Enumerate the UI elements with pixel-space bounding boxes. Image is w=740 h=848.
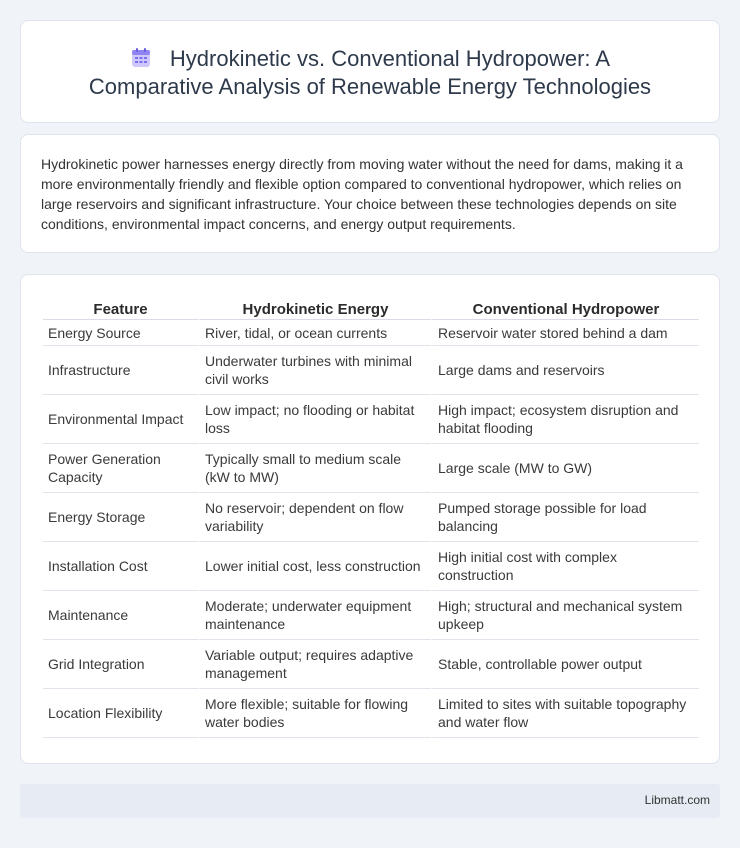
hydrokinetic-cell: More flexible; suitable for flowing water bodies [198,689,431,738]
feature-cell: Power Generation Capacity [43,444,198,493]
feature-cell: Location Flexibility [43,689,198,738]
footer-site-link[interactable]: Libmatt.com [644,793,710,807]
conventional-cell: High; structural and mechanical system upkeep [431,591,699,640]
feature-cell: Environmental Impact [43,395,198,444]
feature-cell: Energy Storage [43,493,198,542]
hydrokinetic-cell: Low impact; no flooding or habitat loss [198,395,431,444]
comparison-table [43,297,699,738]
table-header-row [43,297,699,320]
page-title [21,45,719,101]
title-card [20,20,720,123]
table-row [43,542,699,591]
hydrokinetic-cell: No reservoir; dependent on flow variability [198,493,431,542]
conventional-cell: Limited to sites with suitable topography and water flow [431,689,699,738]
calendar-icon [130,47,152,69]
hydrokinetic-cell: River, tidal, or ocean currents [198,320,431,346]
table-row [43,395,699,444]
conventional-cell: Large dams and reservoirs [431,346,699,395]
conventional-cell: High initial cost with complex construction [431,542,699,591]
header-hydrokinetic: Hydrokinetic Energy [198,297,431,320]
conventional-cell: High impact; ecosystem disruption and habitat flooding [431,395,699,444]
intro-paragraph: Hydrokinetic power harnesses energy directly from moving water without the need for dams, making it a more environmentally friendly and flexible option compared to conventional hydropower, which relies on large reservoirs and significant infrastructure. Your choice between these technologies depends on site conditions, environmental impact concerns, and energy output requirements. [41,156,683,232]
table-row [43,591,699,640]
footer [20,784,720,818]
comparison-card [20,274,720,764]
feature-cell: Maintenance [43,591,198,640]
conventional-cell: Reservoir water stored behind a dam [431,320,699,346]
header-feature: Feature [43,297,198,320]
feature-cell: Infrastructure [43,346,198,395]
hydrokinetic-cell: Moderate; underwater equipment maintenance [198,591,431,640]
conventional-cell: Stable, controllable power output [431,640,699,689]
conventional-cell: Large scale (MW to GW) [431,444,699,493]
table-row [43,689,699,738]
title-line-2: Comparative Analysis of Renewable Energy Technologies [88,74,652,99]
intro-card [20,134,720,253]
table-row [43,346,699,395]
hydrokinetic-cell: Typically small to medium scale (kW to MW) [198,444,431,493]
table-row [43,493,699,542]
header-conventional: Conventional Hydropower [431,297,699,320]
title-line-1: Hydrokinetic vs. Conventional Hydropower: A [169,46,611,71]
conventional-cell: Pumped storage possible for load balancing [431,493,699,542]
hydrokinetic-cell: Variable output; requires adaptive management [198,640,431,689]
table-row [43,444,699,493]
table-row [43,640,699,689]
feature-cell: Grid Integration [43,640,198,689]
hydrokinetic-cell: Underwater turbines with minimal civil works [198,346,431,395]
feature-cell: Energy Source [43,320,198,346]
table-row [43,320,699,346]
feature-cell: Installation Cost [43,542,198,591]
hydrokinetic-cell: Lower initial cost, less construction [198,542,431,591]
